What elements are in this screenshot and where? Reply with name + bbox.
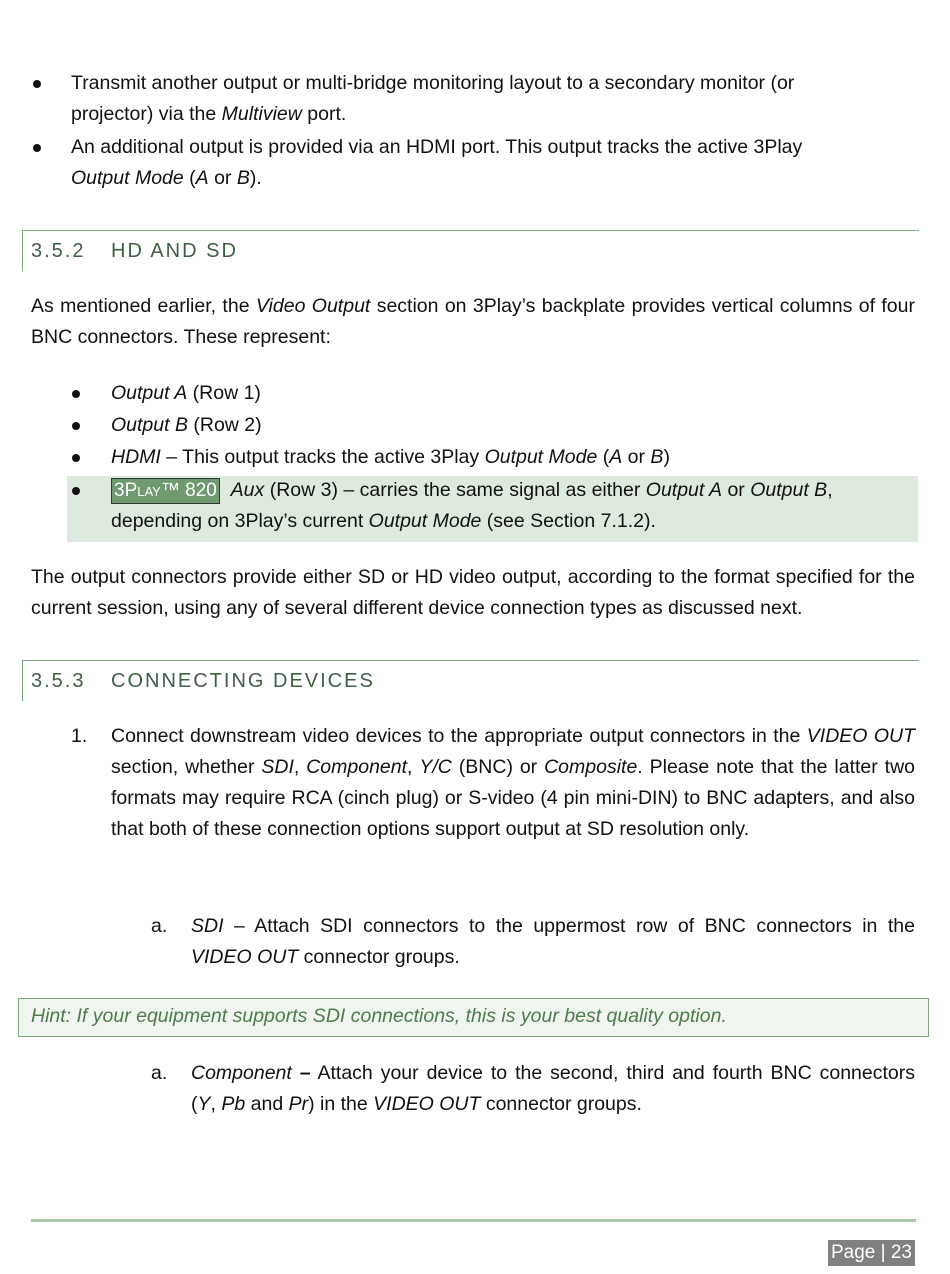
section-heading-connecting-devices (31, 666, 375, 696)
text: section, whether (111, 756, 262, 778)
term-a: A (609, 446, 623, 468)
video-out-term: VIDEO OUT (806, 725, 915, 747)
text: – This output tracks the active 3Play (160, 446, 485, 468)
section-number: 3.5.2 (31, 240, 86, 262)
text: connector groups. (480, 1093, 642, 1115)
text (292, 1062, 300, 1084)
y-term: Y (197, 1093, 211, 1115)
sdi-term: SDI (261, 756, 294, 778)
multiview-term: Multiview (221, 103, 302, 125)
bullet-dot (72, 422, 80, 430)
text: (Row 2) (187, 414, 262, 436)
text: section on 3Play’s backplate provides vertical columns of four BNC connectors. These represent: (31, 295, 915, 348)
composite-term: Composite (544, 756, 638, 778)
section-heading-hd-sd (31, 236, 238, 266)
text: (Row 3) – carries the same signal as either (264, 479, 646, 501)
component-term: Component (191, 1062, 292, 1084)
term-b: B (650, 446, 664, 468)
page-number: Page | 23 (828, 1240, 915, 1266)
intro-bullet-1-text: projector) via the (71, 103, 222, 125)
text: ) (663, 446, 670, 468)
output-mode-term: Output Mode (71, 167, 184, 189)
video-out-term: VIDEO OUT (373, 1093, 481, 1115)
aux-term: Aux (230, 479, 265, 501)
list-item-hdmi (111, 442, 915, 473)
video-out-term: VIDEO OUT (191, 946, 299, 968)
dash: – (299, 1062, 311, 1084)
text: Connect downstream video devices to the appropriate output connectors in the (111, 725, 807, 747)
text: or (622, 446, 651, 468)
footer-divider (31, 1219, 916, 1222)
text: (Row 1) (187, 382, 261, 404)
text: ). (249, 167, 262, 189)
output-b-term: Output B (750, 479, 828, 501)
intro-bullet-1-end: port. (301, 103, 347, 125)
text: and (245, 1093, 289, 1115)
term-a: A (195, 167, 209, 189)
text: or (208, 167, 237, 189)
video-output-term: Video Output (255, 295, 371, 317)
bullet-dot (72, 454, 80, 462)
text: (BNC) or (451, 756, 545, 778)
text: . Please note that the latter two formats may require RCA (cinch plug) or S-video (4 pin mini-DIN) to BNC adapters, and also that both of these connection options support output at SD resolution only. (111, 756, 915, 840)
sub-step-label: a. (151, 915, 168, 937)
text: connector groups. (298, 946, 460, 968)
text: ( (183, 167, 196, 189)
component-term: Component (306, 756, 408, 778)
bullet-dot (72, 487, 80, 495)
pr-term: Pr (288, 1093, 309, 1115)
output-mode-term: Output Mode (368, 510, 482, 532)
sub-step-component (191, 1058, 915, 1120)
term-b: B (236, 167, 250, 189)
model-tag: 3Play™ 820 (111, 478, 220, 504)
hdmi-term: HDMI (111, 446, 161, 468)
intro-bullet-2-line1: An additional output is provided via an HDMI port. This output tracks the active 3Play (71, 136, 803, 158)
sub-step-sdi (191, 911, 915, 973)
bullet-dot (33, 80, 41, 88)
section-title: HD AND SD (111, 240, 238, 262)
text: (see Section 7.1.2). (481, 510, 656, 532)
text: , (407, 756, 420, 778)
sub-step-label: a. (151, 1062, 168, 1084)
output-b-term: Output B (111, 414, 188, 436)
hd-sd-intro-paragraph (31, 291, 915, 353)
text: – Attach SDI connectors to the uppermost row of BNC connectors in the (223, 915, 915, 937)
yc-term: Y/C (419, 756, 452, 778)
intro-bullet-1 (71, 68, 915, 130)
intro-bullet-2 (71, 132, 915, 194)
output-mode-term: Output Mode (484, 446, 598, 468)
output-a-term: Output A (111, 382, 188, 404)
text: As mentioned earlier, the (31, 295, 256, 317)
section-number: 3.5.3 (31, 670, 86, 692)
pb-term: Pb (221, 1093, 246, 1115)
text: ) in the (308, 1093, 374, 1115)
text: Attach your device to the second, third and fourth BNC connectors ( (191, 1062, 915, 1115)
section-title: CONNECTING DEVICES (111, 670, 375, 692)
intro-bullet-1-line1: Transmit another output or multi-bridge monitoring layout to a secondary monitor (or (71, 72, 795, 94)
sdi-term: SDI (191, 915, 224, 937)
text: , depending on 3Play’s current (111, 479, 833, 532)
bullet-dot (72, 390, 80, 398)
text: , (293, 756, 307, 778)
text: , (210, 1093, 222, 1115)
text: or (722, 479, 751, 501)
hint-text: Hint: If your equipment supports SDI connections, this is your best quality option. (31, 1005, 727, 1027)
text: The output connectors provide either SD or HD video output, according to the format specified for the current session, using any of several different device connection types as discussed next. (31, 566, 915, 619)
step-1-text (111, 721, 915, 845)
list-item-output-b (111, 410, 915, 441)
bullet-dot (33, 144, 41, 152)
list-item-output-a (111, 378, 915, 409)
step-number: 1. (71, 725, 88, 747)
text: ( (597, 446, 610, 468)
hd-sd-closing-paragraph (31, 562, 915, 624)
list-item-aux (111, 475, 871, 537)
output-a-term: Output A (645, 479, 723, 501)
